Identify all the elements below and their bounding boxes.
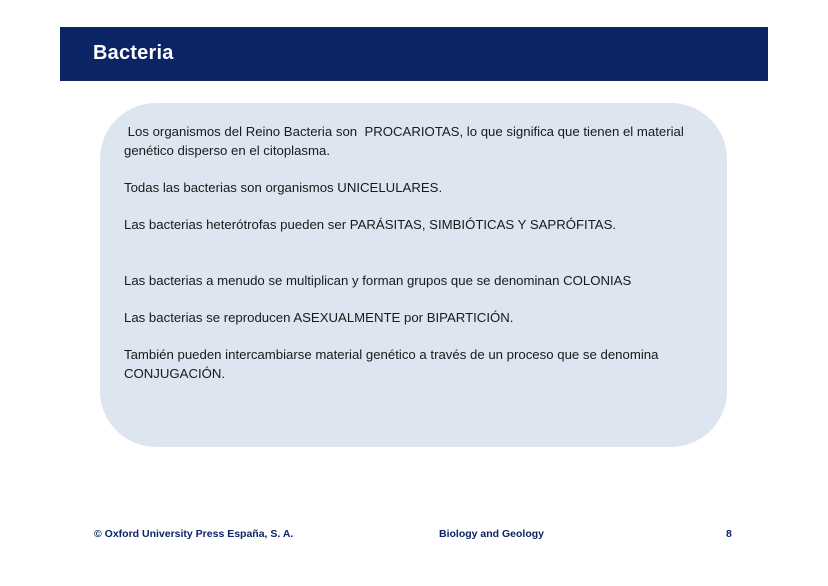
paragraph-unicelulares: Todas las bacterias son organismos UNICELULARES. — [124, 180, 443, 195]
paragraph-conjugacion: También pueden intercambiarse material genético a través de un proceso que se denomina CONJUGACIÓN. — [124, 347, 663, 381]
paragraph-procariotas: Los organismos del Reino Bacteria son PROCARIOTAS, lo que significa que tienen el material genético disperso en el citoplasma. — [124, 124, 688, 158]
footer-page-number: 8 — [726, 528, 732, 540]
paragraph-colonias: Las bacterias a menudo se multiplican y forman grupos que se denominan COLONIAS — [124, 273, 632, 288]
title-bar — [60, 27, 768, 81]
footer-copyright: © Oxford University Press España, S. A. — [94, 528, 294, 540]
paragraph-biparticion: Las bacterias se reproducen ASEXUALMENTE por BIPARTICIÓN. — [124, 310, 514, 325]
paragraph-heterotrofas: Las bacterias heterótrofas pueden ser PARÁSITAS, SIMBIÓTICAS Y SAPRÓFITAS. — [124, 217, 617, 232]
paragraph-list — [124, 122, 704, 383]
footer-subject: Biology and Geology — [439, 528, 545, 540]
content-box — [100, 103, 727, 447]
slide-title: Bacteria — [93, 42, 174, 64]
